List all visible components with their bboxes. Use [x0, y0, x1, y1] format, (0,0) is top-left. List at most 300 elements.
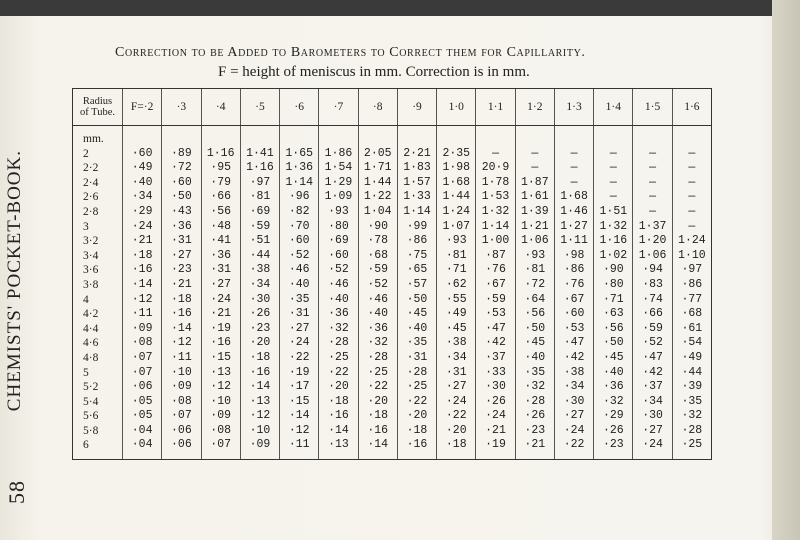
correction-value: ·47 [642, 350, 663, 364]
f-header-cell: ·5 [240, 89, 279, 126]
correction-value: 1·29 [324, 175, 353, 189]
correction-value: ·27 [642, 423, 663, 437]
running-book-title: CHEMISTS' POCKET-BOOK. [4, 150, 25, 412]
correction-value: ·22 [406, 394, 428, 408]
correction-value: ·22 [288, 350, 310, 364]
correction-value: ·32 [367, 336, 389, 350]
correction-value: 1·61 [520, 190, 549, 204]
radius-value: 2·8 [83, 205, 99, 218]
correction-value: 2·35 [442, 146, 471, 160]
correction-column [162, 126, 201, 460]
correction-value: ·10 [210, 394, 232, 408]
correction-value: 1·68 [442, 175, 471, 189]
correction-value: ·38 [445, 336, 467, 350]
correction-value: 1·46 [560, 204, 588, 218]
correction-value: ·51 [249, 234, 271, 248]
correction-value: ·05 [131, 394, 153, 408]
correction-value: ·16 [171, 307, 192, 321]
correction-value: ·45 [445, 321, 467, 335]
correction-value: 1·86 [324, 146, 353, 160]
correction-value: — [688, 175, 696, 189]
correction-value: — [688, 190, 696, 204]
column-spacer [555, 132, 593, 147]
correction-value: ·59 [249, 219, 271, 233]
correction-value: ·62 [445, 277, 467, 291]
correction-value: ·27 [445, 380, 467, 394]
correction-value: ·18 [131, 248, 153, 262]
correction-value: ·34 [131, 190, 153, 204]
correction-value: ·38 [563, 365, 585, 379]
correction-value: ·07 [131, 365, 153, 379]
correction-value: ·67 [485, 277, 506, 291]
correction-value: 1·54 [324, 161, 353, 175]
correction-value: ·22 [328, 365, 349, 379]
correction-value: ·19 [210, 321, 232, 335]
correction-value: ·45 [602, 350, 624, 364]
correction-value: ·13 [210, 365, 232, 379]
correction-value: ·41 [210, 234, 232, 248]
correction-value: ·52 [328, 263, 349, 277]
correction-value: ·04 [131, 423, 153, 437]
correction-value: ·65 [406, 263, 428, 277]
correction-value: ·37 [642, 380, 663, 394]
f-header-cell: 1·2 [515, 89, 554, 126]
correction-value: ·14 [328, 423, 349, 437]
correction-value: ·31 [406, 350, 428, 364]
correction-value: ·11 [131, 307, 153, 321]
correction-value: ·80 [328, 219, 349, 233]
column-spacer [437, 132, 475, 147]
correction-value: ·26 [524, 409, 546, 423]
correction-column [358, 126, 397, 460]
correction-value: 1·16 [599, 234, 628, 248]
correction-column [437, 126, 476, 460]
radius-value: 2 [83, 147, 89, 160]
correction-value: ·70 [288, 219, 310, 233]
correction-value: ·15 [288, 394, 310, 408]
f-header-cell: ·9 [397, 89, 436, 126]
correction-value: 1·44 [363, 175, 392, 189]
correction-value: ·97 [249, 175, 271, 189]
capillarity-correction-table [72, 88, 712, 460]
correction-value: 1·32 [599, 219, 628, 233]
correction-value: — [688, 219, 696, 233]
correction-value: ·42 [485, 336, 506, 350]
correction-value: ·10 [171, 365, 192, 379]
correction-value: ·80 [602, 277, 624, 291]
correction-value: ·16 [210, 336, 232, 350]
correction-value: ·71 [445, 263, 467, 277]
correction-value: ·08 [171, 394, 192, 408]
correction-value: ·74 [642, 292, 663, 306]
radius-value: 4 [83, 293, 89, 306]
correction-value: ·13 [249, 394, 271, 408]
correction-value: ·30 [249, 292, 271, 306]
f-header-cell: 1·6 [672, 89, 711, 126]
correction-value: ·09 [131, 321, 153, 335]
correction-value: ·19 [485, 438, 506, 452]
correction-value: ·34 [642, 394, 663, 408]
radius-value: 4·4 [83, 322, 99, 335]
correction-value: ·47 [485, 321, 506, 335]
correction-value: ·23 [171, 263, 192, 277]
correction-value: ·25 [681, 438, 703, 452]
correction-value: 1·10 [678, 248, 706, 262]
column-spacer [359, 132, 397, 147]
correction-value: 1·68 [560, 190, 588, 204]
correction-value: 1·37 [638, 219, 667, 233]
correction-value: ·04 [131, 438, 153, 452]
correction-value: 1·39 [520, 204, 549, 218]
correction-value: ·98 [563, 248, 585, 262]
correction-value: ·14 [288, 409, 310, 423]
radius-value: 3·8 [83, 278, 99, 291]
correction-value: ·60 [563, 307, 585, 321]
correction-value: ·36 [171, 219, 192, 233]
column-spacer [476, 132, 514, 147]
correction-value: ·27 [171, 248, 192, 262]
f-header-cell: 1·3 [554, 89, 593, 126]
correction-value: ·14 [171, 321, 192, 335]
correction-value: ·81 [445, 248, 467, 262]
table-subtitle: F = height of meniscus in mm. Correction is in mm. [218, 64, 530, 80]
correction-value: ·87 [485, 248, 506, 262]
correction-value: ·24 [288, 336, 310, 350]
correction-value: ·86 [406, 234, 428, 248]
correction-value: 1·87 [520, 175, 549, 189]
correction-value: ·06 [171, 423, 192, 437]
correction-value: ·07 [210, 438, 232, 452]
correction-value: ·93 [524, 248, 546, 262]
scan-top-edge [0, 0, 800, 16]
correction-value: ·60 [131, 146, 153, 160]
correction-value: 1·53 [481, 190, 510, 204]
correction-value: ·37 [485, 350, 506, 364]
correction-value: ·32 [524, 380, 546, 394]
correction-column [672, 126, 711, 460]
correction-value: 1·21 [520, 219, 549, 233]
correction-value: ·33 [485, 365, 506, 379]
f-header-cell: 1·0 [437, 89, 476, 126]
correction-value: — [609, 146, 617, 160]
correction-value: ·49 [681, 350, 703, 364]
correction-value: 2·05 [363, 146, 392, 160]
correction-value: — [570, 146, 578, 160]
radius-column [73, 126, 123, 460]
correction-value: ·11 [171, 350, 192, 364]
correction-value: ·21 [485, 423, 506, 437]
correction-value: ·16 [131, 263, 153, 277]
radius-value: 2·4 [83, 176, 99, 189]
correction-value: ·36 [210, 248, 232, 262]
page-number: 58 [4, 480, 29, 504]
correction-column [633, 126, 672, 460]
correction-value: ·81 [524, 263, 546, 277]
correction-value: ·14 [249, 380, 271, 394]
radius-header-line1: Radius [82, 96, 113, 107]
correction-column [476, 126, 515, 460]
correction-value: ·14 [131, 277, 153, 291]
correction-value: ·12 [210, 380, 232, 394]
correction-value: ·95 [210, 161, 232, 175]
radius-value: 4·8 [83, 351, 99, 364]
correction-value: ·27 [563, 409, 585, 423]
correction-value: ·08 [131, 336, 153, 350]
correction-value: ·21 [210, 307, 232, 321]
correction-value: ·23 [602, 438, 624, 452]
correction-value: ·18 [171, 292, 192, 306]
correction-value: ·24 [485, 409, 506, 423]
correction-value: ·12 [171, 336, 192, 350]
correction-value: 1·27 [560, 219, 588, 233]
radius-value: 6 [83, 439, 89, 452]
correction-value: ·28 [328, 336, 349, 350]
correction-value: ·61 [681, 321, 703, 335]
correction-value: — [609, 161, 617, 175]
correction-value: ·44 [681, 365, 703, 379]
correction-value: ·34 [445, 350, 467, 364]
correction-value: ·64 [524, 292, 546, 306]
correction-value: ·40 [602, 365, 624, 379]
column-spacer [594, 132, 632, 147]
correction-value: — [649, 175, 657, 189]
correction-value: ·42 [642, 365, 663, 379]
correction-value: ·36 [602, 380, 624, 394]
correction-value: — [649, 190, 657, 204]
correction-value: — [570, 161, 578, 175]
correction-value: ·21 [131, 234, 153, 248]
correction-value: ·06 [131, 380, 153, 394]
correction-value: ·90 [602, 263, 624, 277]
radius-value: 5·6 [83, 410, 99, 423]
correction-value: ·52 [367, 277, 389, 291]
correction-value: ·31 [171, 234, 192, 248]
correction-value: — [649, 204, 657, 218]
f-header-cell: ·3 [162, 89, 201, 126]
correction-value: ·46 [288, 263, 310, 277]
correction-value: ·30 [642, 409, 663, 423]
correction-value: ·59 [485, 292, 506, 306]
correction-value: ·38 [249, 263, 271, 277]
correction-value: 1·33 [403, 190, 431, 204]
correction-value: ·76 [563, 277, 585, 291]
correction-value: ·24 [445, 394, 467, 408]
correction-value: ·68 [681, 307, 703, 321]
f-header-cell: 1·4 [594, 89, 633, 126]
correction-value: ·12 [131, 292, 153, 306]
correction-value: — [649, 161, 657, 175]
correction-value: — [688, 161, 696, 175]
correction-value: 2·21 [403, 146, 431, 160]
correction-value: 1·44 [442, 190, 471, 204]
correction-value: — [609, 190, 617, 204]
correction-value: 1·14 [285, 175, 313, 189]
column-spacer [319, 132, 357, 147]
radius-value: 5·2 [83, 381, 99, 394]
correction-value: ·83 [642, 277, 663, 291]
correction-value: ·93 [445, 234, 467, 248]
correction-value: 1·98 [442, 161, 471, 175]
correction-value: ·54 [681, 336, 703, 350]
table-body-row [73, 126, 712, 460]
correction-value: ·46 [367, 292, 389, 306]
correction-value: 1·06 [520, 234, 549, 248]
correction-value: ·40 [524, 350, 546, 364]
correction-value: ·57 [406, 277, 428, 291]
correction-value: ·48 [210, 219, 232, 233]
correction-value: ·72 [171, 161, 192, 175]
correction-value: ·16 [367, 423, 389, 437]
f-header-cell: ·4 [201, 89, 240, 126]
correction-value: 1·65 [285, 146, 313, 160]
correction-value: ·25 [328, 350, 349, 364]
correction-value: — [492, 146, 499, 160]
correction-value: 1·22 [363, 190, 392, 204]
correction-value: ·47 [563, 336, 585, 350]
correction-value: ·20 [328, 380, 349, 394]
radius-value: 3·4 [83, 249, 99, 262]
correction-value: ·25 [367, 365, 389, 379]
correction-value: — [609, 175, 617, 189]
correction-value: ·16 [406, 438, 428, 452]
correction-value: ·24 [563, 423, 585, 437]
correction-value: ·68 [367, 248, 389, 262]
correction-value: ·76 [485, 263, 506, 277]
correction-value: ·31 [288, 307, 310, 321]
correction-value: ·34 [249, 277, 271, 291]
correction-value: 1·09 [324, 190, 353, 204]
correction-value: ·24 [131, 219, 153, 233]
correction-column [280, 126, 319, 460]
radius-value: 3 [83, 220, 89, 233]
radius-value: 3·6 [83, 264, 99, 277]
correction-value: 1·20 [638, 234, 667, 248]
correction-value: ·22 [367, 380, 389, 394]
correction-value: 1·04 [363, 204, 392, 218]
column-spacer [162, 132, 200, 147]
correction-value: ·66 [642, 307, 663, 321]
correction-value: ·81 [249, 190, 271, 204]
correction-value: ·42 [563, 350, 585, 364]
correction-value: ·40 [328, 292, 349, 306]
correction-column [123, 126, 162, 460]
correction-value: 1·11 [560, 234, 588, 248]
correction-value: ·56 [602, 321, 624, 335]
correction-value: ·05 [131, 409, 153, 423]
correction-value: ·35 [681, 394, 703, 408]
correction-value: ·56 [524, 307, 546, 321]
correction-value: ·56 [210, 204, 232, 218]
header-row [73, 89, 712, 126]
correction-value: ·55 [445, 292, 467, 306]
correction-value: ·32 [328, 321, 349, 335]
correction-value: ·45 [406, 307, 428, 321]
radius-value: 5·4 [83, 395, 99, 408]
correction-column [319, 126, 358, 460]
correction-value: ·28 [524, 394, 546, 408]
correction-value: ·89 [171, 146, 192, 160]
correction-value: ·22 [445, 409, 467, 423]
correction-value: ·32 [602, 394, 624, 408]
column-spacer [398, 132, 436, 147]
column-spacer [673, 132, 711, 147]
correction-value: ·30 [485, 380, 506, 394]
correction-value: ·26 [602, 423, 624, 437]
correction-value: 1·71 [363, 161, 392, 175]
correction-value: 1·14 [481, 219, 510, 233]
correction-value: ·08 [210, 423, 232, 437]
correction-value: ·97 [681, 263, 703, 277]
radius-value: 4·2 [83, 308, 99, 321]
column-spacer [633, 132, 671, 147]
correction-value: ·72 [524, 277, 546, 291]
correction-value: ·94 [642, 263, 663, 277]
correction-value: ·71 [602, 292, 624, 306]
radius-value: 4·6 [83, 337, 99, 350]
correction-column [397, 126, 436, 460]
correction-value: 1·32 [481, 204, 510, 218]
correction-value: ·86 [563, 263, 585, 277]
correction-value: ·09 [249, 438, 271, 452]
correction-value: ·18 [367, 409, 389, 423]
correction-value: 1·57 [403, 175, 431, 189]
correction-value: ·59 [367, 263, 389, 277]
capillarity-table-container [72, 88, 712, 480]
column-spacer [280, 132, 318, 147]
correction-value: ·69 [249, 204, 271, 218]
radius-value: 5 [83, 366, 89, 379]
correction-value: ·36 [328, 307, 349, 321]
f-header-cell: F=·2 [123, 89, 162, 126]
correction-value: ·20 [406, 409, 428, 423]
correction-value: ·12 [288, 423, 310, 437]
correction-value: ·79 [210, 175, 232, 189]
correction-value: 1·78 [481, 175, 510, 189]
correction-value: ·45 [524, 336, 546, 350]
radius-value: 5·8 [83, 424, 99, 437]
correction-value: ·96 [288, 190, 310, 204]
correction-value: ·67 [563, 292, 585, 306]
book-spine-edge [772, 0, 800, 540]
correction-value: ·16 [249, 365, 271, 379]
correction-value: ·90 [367, 219, 389, 233]
correction-value: 1·00 [481, 234, 510, 248]
correction-value: ·93 [328, 204, 349, 218]
correction-value: ·20 [249, 336, 271, 350]
correction-value: ·28 [406, 365, 428, 379]
correction-value: ·77 [681, 292, 703, 306]
correction-value: 1·41 [246, 146, 274, 160]
correction-value: 1·51 [599, 204, 628, 218]
correction-value: — [649, 146, 657, 160]
correction-value: ·75 [406, 248, 428, 262]
correction-value: ·14 [367, 438, 389, 452]
correction-value: ·12 [249, 409, 271, 423]
correction-value: ·06 [171, 438, 192, 452]
correction-value: 1·16 [206, 146, 235, 160]
correction-value: ·28 [367, 350, 389, 364]
column-spacer [516, 132, 554, 147]
correction-value: — [531, 161, 539, 175]
correction-value: ·40 [131, 175, 153, 189]
correction-value: ·21 [171, 277, 192, 291]
radius-column-header [73, 89, 123, 126]
correction-value: ·52 [642, 336, 663, 350]
column-spacer [241, 132, 279, 147]
correction-value: ·53 [563, 321, 585, 335]
correction-value: ·35 [288, 292, 310, 306]
correction-value: ·39 [681, 380, 703, 394]
